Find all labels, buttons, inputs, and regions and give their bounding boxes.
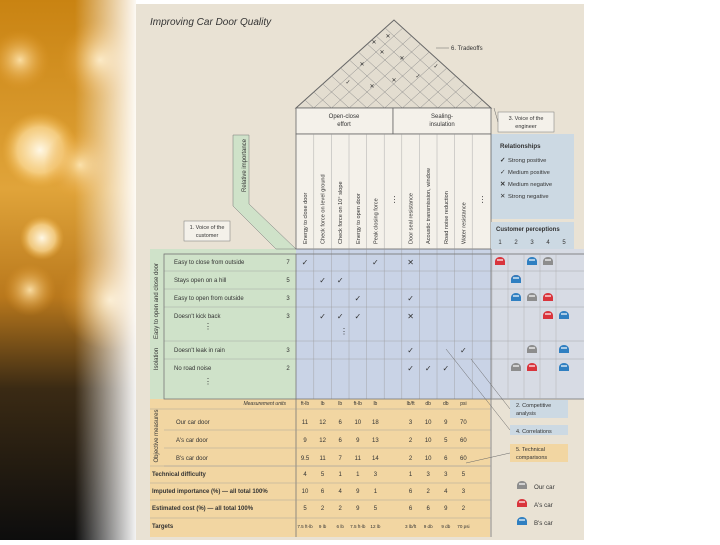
correlation-roof <box>296 20 491 108</box>
car-window <box>561 347 567 349</box>
roof-mark: ✕ <box>385 34 391 40</box>
voice-customer-label-1: 1. Voice of the <box>189 225 225 231</box>
objective-value: 6 <box>338 420 342 426</box>
relationship-mark: ✕ <box>407 258 414 267</box>
summary-value: 9 <box>356 506 360 512</box>
perception-zone <box>491 249 584 399</box>
continuation-dots: ⋮ <box>204 322 212 331</box>
objective-value: 7 <box>338 456 342 462</box>
summary-value: 9 <box>356 489 360 495</box>
objective-row-0: Our car door <box>176 420 210 426</box>
relationship-matrix <box>296 249 491 399</box>
summary-value: 2 <box>461 506 466 512</box>
bokeh-background-strip <box>0 0 136 540</box>
bokeh-image <box>0 0 136 540</box>
roof-mark: ✕ <box>379 50 385 56</box>
summary-value: 3 <box>461 489 466 495</box>
objective-value: 11 <box>319 456 326 462</box>
group-header-open-close <box>296 108 393 134</box>
side-group-isolation: Isolation <box>154 347 160 371</box>
objective-value: 9.5 <box>300 456 310 462</box>
eng-char-2: Check force on 10° slope <box>338 181 345 244</box>
car-window <box>513 295 519 297</box>
relationship-symbol-0: ✓ <box>500 157 506 164</box>
summary-row-1: Imputed importance (%) — all total 100% <box>152 489 268 495</box>
summary-value: 10 <box>301 489 309 495</box>
summary-value: 5 <box>320 472 325 478</box>
car-legend <box>517 481 555 527</box>
summary-value: 1 <box>373 489 378 495</box>
technical-label-1: 5. Technical <box>516 447 545 453</box>
objective-value: 13 <box>372 438 379 444</box>
requirement-2: Easy to open from outside <box>174 296 244 302</box>
roof-mark: ✕ <box>369 84 375 90</box>
summary-value: 1 <box>408 472 413 478</box>
relationship-symbol-2: ✕ <box>500 181 506 188</box>
objective-value: 12 <box>319 438 326 444</box>
car-window <box>497 259 503 261</box>
eng-char-8: Road noise reduction <box>443 191 450 244</box>
summary-value: 2 <box>320 506 325 512</box>
group-label-0b: effort <box>337 122 351 128</box>
requirement-4: Doesn't leak in rain <box>174 348 225 354</box>
objective-row-1: A's car door <box>176 438 208 444</box>
objective-value: 12 <box>319 420 326 426</box>
importance-0: 7 <box>286 260 290 266</box>
objective-measures-label: Objective measures <box>154 409 160 463</box>
objective-value: 11 <box>354 456 361 462</box>
competitive-label-1: 2. Competitive <box>516 403 552 409</box>
summary-value: 70 psi <box>457 524 470 529</box>
importance-3: 3 <box>286 314 290 320</box>
car-window <box>513 365 519 367</box>
summary-value: 3 <box>373 472 378 478</box>
technical-label-2: comparisons <box>516 455 548 461</box>
car-window <box>545 295 551 297</box>
importance-4: 3 <box>286 348 290 354</box>
eng-char-7: Acoustic transmission, window <box>426 168 433 244</box>
summary-row-0: Technical difficulty <box>152 472 206 478</box>
summary-value: 12 lb <box>370 524 381 529</box>
objective-value: 6 <box>338 438 342 444</box>
summary-value: 5 <box>303 506 307 512</box>
objective-value: 14 <box>372 456 379 462</box>
car-window <box>561 365 567 367</box>
summary-row-2: Estimated cost (%) — all total 100% <box>152 506 254 512</box>
legend-car-1 <box>517 499 527 507</box>
requirement-1: Stays open on a hill <box>174 278 227 284</box>
scale-4: 4 <box>546 240 550 246</box>
roof-mark: ✕ <box>399 56 405 62</box>
objective-value: 10 <box>424 420 432 426</box>
eng-char-4: Peak closing force <box>373 198 380 244</box>
voice-engineer-label-2: engineer <box>515 124 537 130</box>
relationship-mark: ✓ <box>319 312 326 321</box>
summary-value: 5 <box>373 506 378 512</box>
relationship-symbol-1: ✓ <box>500 169 506 176</box>
car-window <box>513 277 519 279</box>
summary-value: 3 <box>444 472 448 478</box>
relationship-mark: ✓ <box>407 294 414 303</box>
unit-2: lb <box>338 401 343 407</box>
relationship-label-3: Strong negative <box>508 194 549 200</box>
requirement-0: Easy to close from outside <box>174 260 245 266</box>
eng-char-3: Energy to open door <box>355 193 362 244</box>
eng-char-ellipsis: … <box>475 195 485 204</box>
objective-value: 18 <box>372 420 379 426</box>
roof-mark: ✕ <box>391 78 397 84</box>
summary-value: 7.5 ft-lb <box>350 524 366 529</box>
measurement-units-label: Measurement units <box>243 401 286 407</box>
objective-value: 70 <box>460 420 467 426</box>
eng-char-ellipsis: … <box>387 195 397 204</box>
summary-value: 9 <box>444 506 448 512</box>
tradeoffs-label: 6. Tradeoffs <box>451 46 483 52</box>
unit-1: lb <box>320 401 325 407</box>
car-window <box>519 519 525 521</box>
objective-value: 9 <box>356 438 360 444</box>
customer-perceptions-title: Customer perceptions <box>496 227 560 233</box>
relationship-mark: ✓ <box>301 258 309 267</box>
summary-value: 9 db <box>423 524 433 529</box>
unit-6: lb/ft <box>406 401 415 407</box>
summary-value: 3 <box>426 472 430 478</box>
unit-7: db <box>425 401 431 407</box>
objective-value: 2 <box>408 456 413 462</box>
legend-label-0: Our car <box>534 484 555 491</box>
relationship-mark: ✓ <box>354 294 362 303</box>
objective-value: 9 <box>303 438 307 444</box>
roof-mark: ✕ <box>371 40 377 46</box>
summary-value: 4 <box>338 489 342 495</box>
legend-car-2 <box>517 517 527 525</box>
importance-1: 5 <box>286 278 290 284</box>
summary-value: 6 <box>408 489 413 495</box>
summary-value: 6 <box>426 506 430 512</box>
scale-5: 5 <box>562 240 566 246</box>
relationship-mark: ✓ <box>336 312 344 321</box>
unit-4: lb <box>373 401 378 407</box>
roof-mark: ✓ <box>415 74 421 80</box>
objective-value: 5 <box>444 438 448 444</box>
eng-char-9: Water resistance <box>461 202 468 244</box>
importance-5: 2 <box>286 366 290 372</box>
relationship-mark: ✓ <box>407 346 414 355</box>
importance-2: 3 <box>286 296 290 302</box>
summary-value: 9 lb <box>318 524 327 529</box>
objective-value: 10 <box>354 420 362 426</box>
car-window <box>561 313 567 315</box>
continuation-dots: ⋮ <box>204 377 212 386</box>
relationship-mark: ✓ <box>354 312 362 321</box>
unit-0: ft-lb <box>300 401 310 407</box>
car-window <box>519 483 525 485</box>
voice-customer-label-2: customer <box>195 233 219 239</box>
unit-8: db <box>443 401 449 407</box>
relationship-mark: ✓ <box>407 364 414 373</box>
house-of-quality-document <box>136 4 584 540</box>
house-of-quality-diagram <box>136 4 584 540</box>
summary-value: 6 <box>408 506 413 512</box>
relationship-mark: ✓ <box>336 276 344 285</box>
scale-1: 1 <box>498 240 502 246</box>
group-label-1b: insulation <box>429 122 455 128</box>
relationship-label-2: Medium negative <box>508 182 553 188</box>
roof-mark: ✓ <box>345 80 351 86</box>
objective-value: 11 <box>301 420 309 426</box>
roof-mark: ✓ <box>433 64 439 70</box>
car-window <box>529 295 535 297</box>
scale-3: 3 <box>530 240 534 246</box>
summary-value: 6 <box>320 489 325 495</box>
objective-value: 2 <box>408 438 413 444</box>
objective-row-2: B's car door <box>176 456 208 462</box>
relationship-mark: ✓ <box>460 346 467 355</box>
summary-value: 2 <box>338 506 342 512</box>
objective-value: 6 <box>444 456 448 462</box>
unit-3: ft-lb <box>353 401 362 407</box>
legend-label-2: B's car <box>534 520 553 527</box>
objective-value: 60 <box>460 456 467 462</box>
relationship-mark: ✓ <box>442 364 450 373</box>
summary-value: 1 <box>356 472 360 478</box>
car-window <box>529 365 535 367</box>
requirement-3: Doesn't kick back <box>174 314 221 320</box>
legend-car-0 <box>517 481 527 489</box>
correlations-label: 4. Correlations <box>516 429 552 435</box>
scale-2: 2 <box>514 240 518 246</box>
legend-label-1: A's car <box>534 502 553 509</box>
summary-row-3: Targets <box>152 524 174 530</box>
group-header-sealing <box>393 108 491 134</box>
continuation-dots: ⋮ <box>340 327 348 336</box>
side-group-easy: Easy to open and close door <box>154 262 160 340</box>
objective-value: 60 <box>460 438 467 444</box>
relationship-mark: ✓ <box>372 258 379 267</box>
car-window <box>545 313 551 315</box>
objective-value: 10 <box>424 438 432 444</box>
group-label-0a: Open-close <box>328 114 360 120</box>
unit-9: psi <box>460 401 467 407</box>
objective-value: 9 <box>444 420 448 426</box>
relationship-mark: ✓ <box>319 276 326 285</box>
eng-char-6: Door seal resistance <box>408 193 415 244</box>
summary-value: 3 lb/ft <box>404 524 417 529</box>
eng-char-1: Check force on level ground <box>320 174 327 244</box>
summary-value: 9 db <box>441 524 451 529</box>
relationships-title: Relationships <box>500 143 541 150</box>
group-label-1a: Sealing- <box>430 114 454 120</box>
car-window <box>529 347 535 349</box>
relative-importance-label: Relative importance <box>242 138 248 192</box>
relationship-symbol-3: ✕ <box>500 193 506 200</box>
roof-mark: ✕ <box>359 62 365 68</box>
summary-value: 5 <box>461 472 466 478</box>
competitive-label-2: analysis <box>516 411 536 417</box>
summary-value: 1 <box>338 472 342 478</box>
summary-value: 2 <box>426 489 430 495</box>
relationship-mark: ✕ <box>407 312 414 321</box>
objective-value: 10 <box>424 456 432 462</box>
summary-value: 7.5 ft-lb <box>297 524 313 529</box>
eng-char-0: Energy to close door <box>303 192 309 244</box>
relationship-label-0: Strong positive <box>508 158 547 164</box>
relationship-mark: ✓ <box>424 364 432 373</box>
summary-value: 4 <box>303 472 307 478</box>
relationship-label-1: Medium positive <box>508 170 550 176</box>
car-window <box>545 259 551 261</box>
requirement-5: No road noise <box>174 366 212 372</box>
car-window <box>519 501 525 503</box>
summary-value: 6 lb <box>336 524 344 529</box>
car-window <box>529 259 535 261</box>
voice-engineer-label-1: 3. Voice of the <box>508 116 544 122</box>
objective-value: 3 <box>408 420 413 426</box>
summary-value: 4 <box>444 489 448 495</box>
page-title: Improving Car Door Quality <box>150 17 272 28</box>
